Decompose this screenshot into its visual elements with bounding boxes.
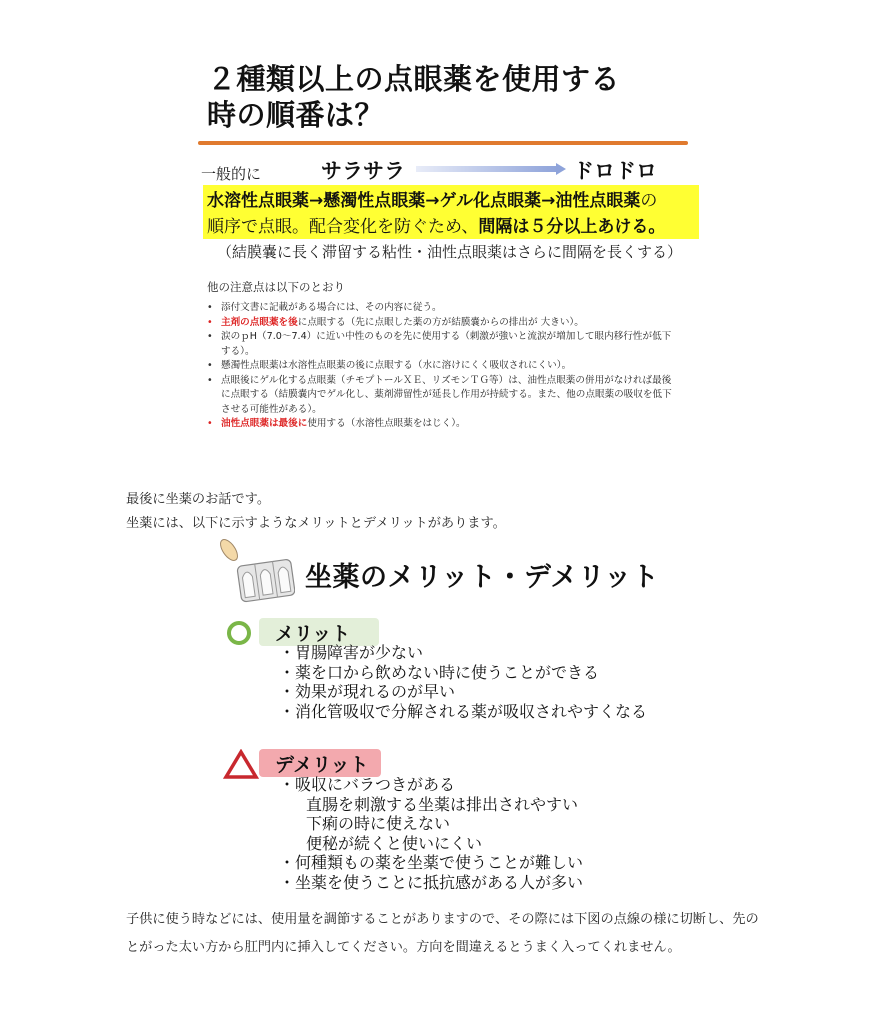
circle-icon [227, 621, 251, 645]
note-item: • 懸濁性点眼薬は水溶性点眼薬の後に点眼する（水に溶けにくく吸収されにくい）。 [207, 359, 677, 374]
flow-to-label: ドロドロ [573, 159, 657, 183]
notes-heading: 他の注意点は以下のとおり [207, 280, 345, 294]
demerit-item: ・吸収にバラつきがある [279, 775, 456, 794]
note-item: • 油性点眼薬は最後に使用する（水溶性点眼薬をはじく）。 [207, 417, 677, 432]
demerit-item: ・何種類もの薬を坐薬で使うことが難しい [279, 853, 584, 872]
eye-drops-slide-title [207, 61, 687, 133]
order-sequence: 水溶性点眼薬→懸濁性点眼薬→ゲル化点眼薬→油性点眼薬 [207, 191, 641, 211]
demerit-item: ・坐薬を使うことに抵抗感がある人が多い [279, 872, 584, 892]
note-item: • 涙のｐH（7.0〜7.4）に近い中性のものを先に使用する（刺激が強いと流涙が増加して眼内移行性が低下する）。 [207, 330, 677, 359]
order-sequence-tail: の [640, 191, 658, 211]
interval-text [207, 212, 665, 237]
eye-drops-slide-image [195, 55, 695, 445]
demerit-list [279, 775, 583, 892]
demerit-subitem: 下痢の時に使えない [306, 814, 451, 833]
note-item: • 主剤の点眼薬を後に点眼する（先に点眼した薬の方が結膜嚢からの排出が 大きい）。 [207, 316, 677, 331]
body-paragraph-usage: 子供に使う時などには、使用量を調節することがありますので、その際には下図の点線の様に切断し、先のとがった太い方から肛門内に挿入してください。方向を間違えるとうまく入ってくれません。 [126, 912, 759, 955]
merit-item: ・効果が現れるのが早い [279, 682, 456, 701]
demerit-subitem: 直腸を刺激する坐薬は排出されやすい [306, 794, 579, 814]
interval-prefix: 順序で点眼。配合変化を防ぐため、 [207, 217, 479, 237]
note-item: • 添付文書に記載がある場合には、その内容に従う。 [207, 301, 677, 316]
suppository-slide-title: 坐薬のメリット・デメリット [305, 562, 660, 593]
title-line-2: 時の順番は？ [207, 98, 385, 132]
interval-emphasis: 間隔は５分以上あける。 [478, 217, 666, 237]
paren-note: （結膜嚢に長く滞留する粘性・油性点眼薬はさらに間隔を長くする） [217, 243, 683, 261]
merit-item: ・薬を口から飲めない時に使うことができる [279, 662, 600, 682]
body-paragraph-intro: 最後に坐薬のお話です。 [126, 492, 271, 507]
demerit-label: デメリット [275, 754, 369, 776]
suppository-icon [215, 535, 295, 605]
flow-from-label: サラサラ [321, 159, 405, 183]
merit-list [279, 643, 647, 721]
title-line-1: ２種類以上の点眼薬を使用する [207, 62, 621, 96]
merit-item: ・消化管吸収で分解される薬が吸収されやすくなる [279, 701, 648, 721]
orange-divider [198, 141, 688, 145]
merit-label: メリット [275, 623, 351, 645]
order-sequence-text [207, 186, 657, 211]
body-paragraph-merits: 坐薬には、以下に示すようなメリットとデメリットがあります。 [126, 516, 506, 531]
flow-prefix: 一般的に [201, 165, 262, 183]
viscosity-flow [201, 153, 691, 185]
notes-list [207, 301, 677, 432]
right-arrow-icon [416, 164, 566, 174]
triangle-warning-icon [223, 749, 259, 781]
demerit-subitem: 便秘が続くと使いにくい [306, 833, 483, 853]
merit-item: ・胃腸障害が少ない [279, 643, 424, 662]
suppository-slide-image [215, 535, 675, 895]
note-item: • 点眼後にゲル化する点眼薬（チモプトールＸＥ、リズモンＴＧ等）は、油性点眼薬の併用がなければ最後に点眼する（結膜嚢内でゲル化し、薬剤滞留性が延長し作用が持続する。また、他の点眼薬の吸収を低下させる可能性がある）。 [207, 374, 677, 418]
